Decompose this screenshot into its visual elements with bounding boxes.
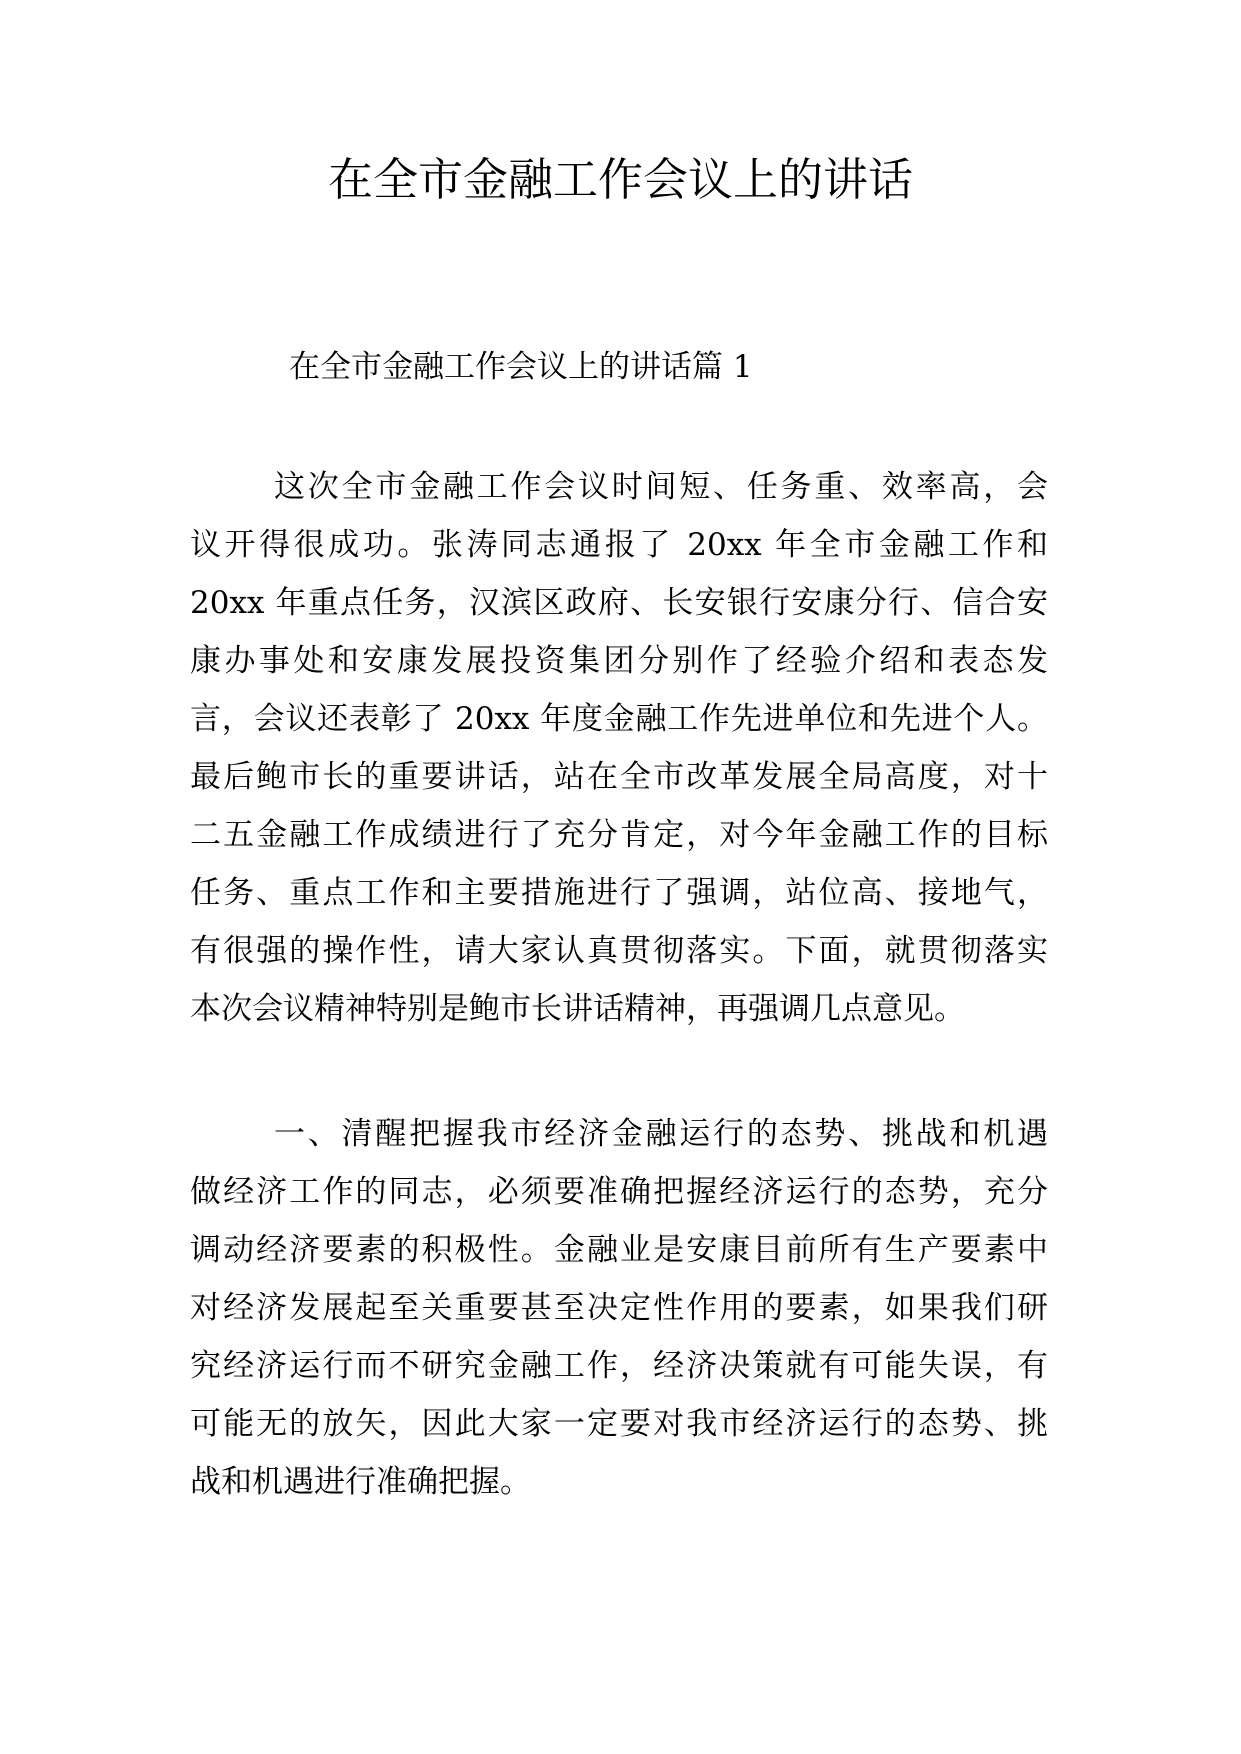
paragraph-line: 言，会议还表彰了 20xx 年度金融工作先进单位和先进个人。 [190,701,1048,737]
paragraph-line: 可能无的放矢，因此大家一定要对我市经济运行的态势、挑 [190,1406,1048,1442]
paragraph-line: 调动经济要素的积极性。金融业是安康目前所有生产要素中 [190,1232,1048,1268]
paragraph-line: 这次全市金融工作会议时间短、任务重、效率高，会 [274,469,1048,505]
section-heading: 在全市金融工作会议上的讲话篇 1 [289,349,753,385]
paragraph-line: 议开得很成功。张涛同志通报了 20xx 年全市金融工作和 [190,527,1048,563]
paragraph-line: 战和机遇进行准确把握。 [190,1464,531,1500]
paragraph-line: 一、清醒把握我市经济金融运行的态势、挑战和机遇 [274,1116,1048,1152]
paragraph-line: 做经济工作的同志，必须要准确把握经济运行的态势，充分 [190,1174,1048,1210]
paragraph-2 [190,1105,1048,1511]
paragraph-line: 究经济运行而不研究金融工作，经济决策就有可能失误，有 [190,1348,1048,1384]
paragraph-line: 对经济发展起至关重要甚至决定性作用的要素，如果我们研 [190,1290,1048,1326]
paragraph-line: 任务、重点工作和主要措施进行了强调，站位高、接地气， [190,875,1048,911]
paragraph-1 [190,458,1048,1038]
paragraph-line: 最后鲍市长的重要讲话，站在全市改革发展全局高度，对十 [190,759,1048,795]
paragraph-line: 有很强的操作性，请大家认真贯彻落实。下面，就贯彻落实 [190,933,1048,969]
paragraph-line: 二五金融工作成绩进行了充分肯定，对今年金融工作的目标 [190,817,1048,853]
paragraph-line: 本次会议精神特别是鲍市长讲话精神，再强调几点意见。 [190,991,965,1027]
paragraph-line: 20xx 年重点任务，汉滨区政府、长安银行安康分行、信合安 [190,585,1048,621]
document-title: 在全市金融工作会议上的讲话 [327,153,913,206]
paragraph-line: 康办事处和安康发展投资集团分别作了经验介绍和表态发 [190,643,1048,679]
